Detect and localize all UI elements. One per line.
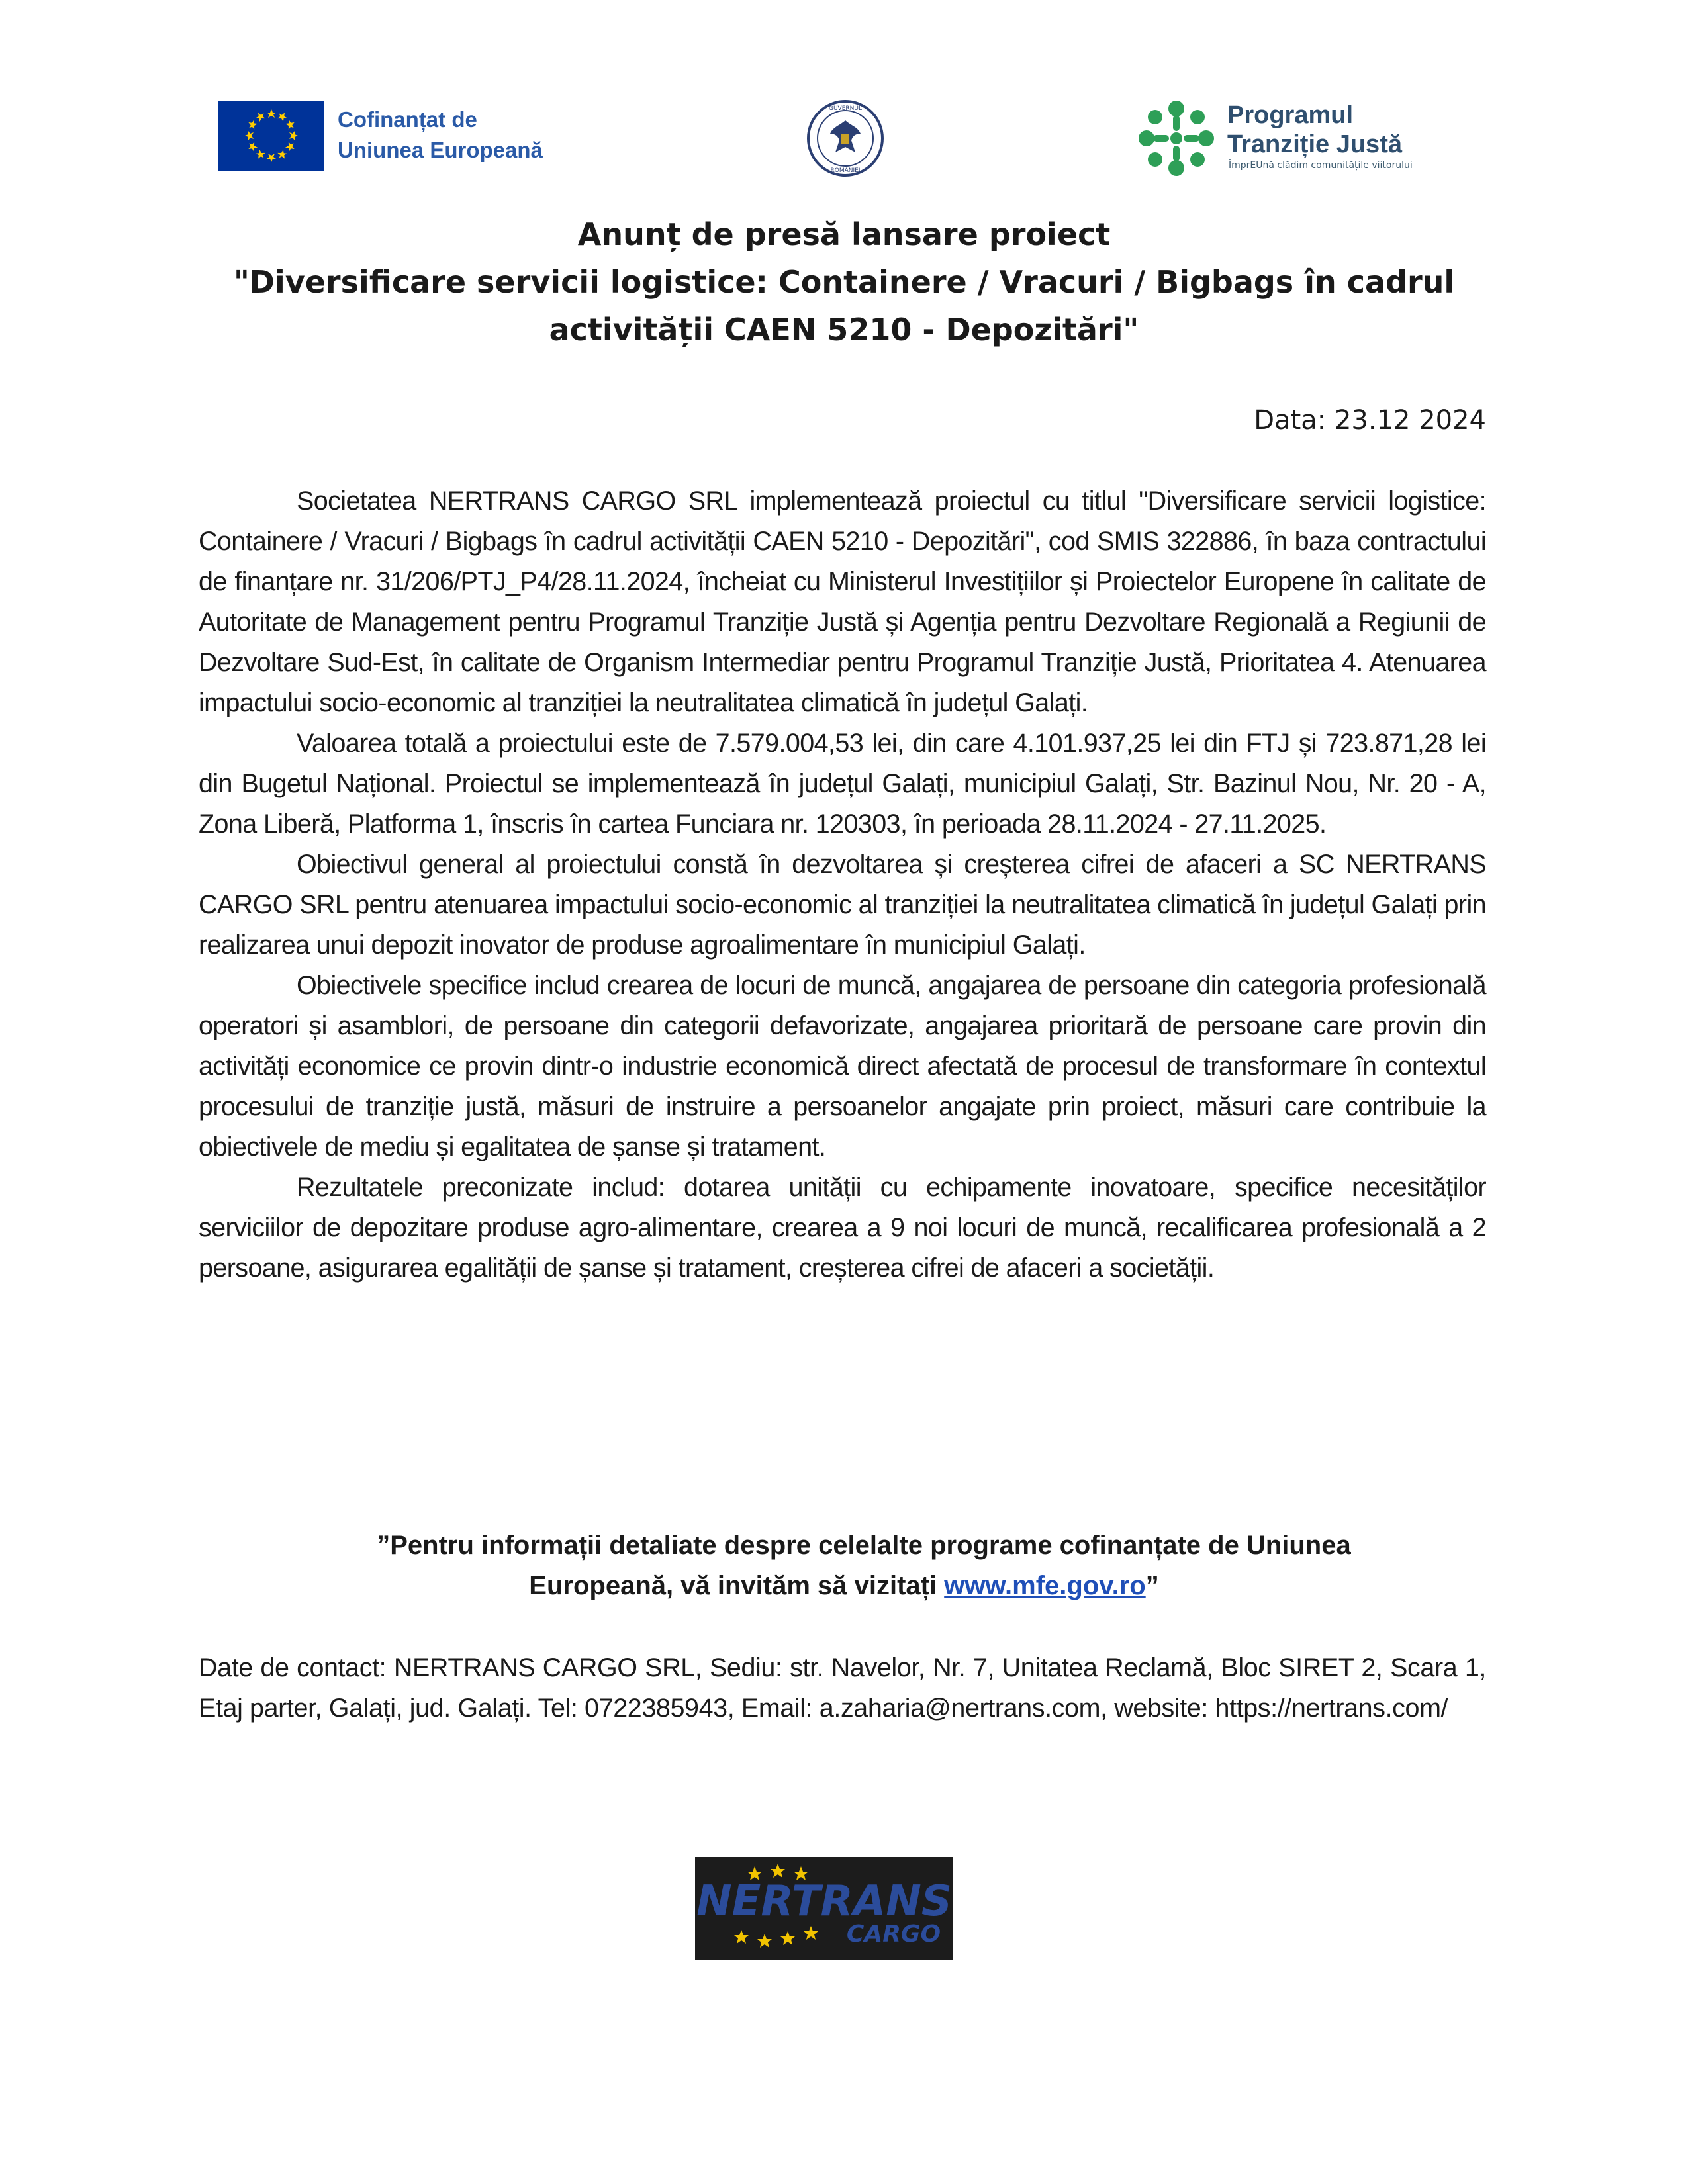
paragraph-project-intro: Societatea NERTRANS CARGO SRL implementează proiectul cu titlul "Diversificare servicii logistice: Containere / Vracuri / Bigbags în cadrul activității CAEN 5210 - Depozitări", cod SMIS 322886, în baza contractului de finanțare nr. 31/206/PTJ_P4/28.11.2024, încheiat cu Ministerul Investițiilor și Proiectelor Europene în calitate de Autoritate de Management pentru Programul Tranziție Justă și Agenția pentru Dezvoltare Regională a Regiunii de Dezvoltare Sud-Est, în calitate de Organism Intermediar pentru Programul Tranziție Justă, Prioritatea 4. Atenuarea impactului socio-economic al tranziției la neutralitatea climatică în județul Galați. bbox=[199, 486, 1486, 717]
ptj-flower-icon bbox=[1133, 95, 1219, 181]
quote-line-2-prefix: Europeană, vă invităm să vizitați bbox=[529, 1571, 945, 1600]
eu-logo-line2: Uniunea Europeană bbox=[338, 138, 543, 162]
quote-line-1: ”Pentru informații detaliate despre celelalte programe cofinanțate de Uniunea bbox=[377, 1531, 1351, 1560]
paragraph-specific-objectives: Obiectivele specifice includ crearea de locuri de muncă, angajarea de persoane din categoria profesională operatori și asamblori, de persoane din categorii defavorizate, angajarea prioritară de persoane care provin din activități economice ce provin dintr-o industrie economică direct afectată de procesul de transformare în contextul procesului de tranziție justă, măsuri de instruire a persoanelor angajate prin proiect, măsuri care contribuie la obiectivele de mediu și egalitatea de șanse și tratament. bbox=[199, 971, 1486, 1161]
svg-text:GUVERNUL: GUVERNUL bbox=[829, 105, 862, 112]
ptj-logo-title bbox=[1227, 101, 1402, 159]
eu-logo-text bbox=[338, 105, 543, 165]
paragraph-general-objective: Obiectivul general al proiectului constă în dezvoltarea și creșterea cifrei de afaceri a SC NERTRANS CARGO SRL pentru atenuarea impactului socio-economic al tranziției la neutralitatea climatică în județul Galați prin realizarea unui depozit inovator de produse agroalimentare în municipiul Galați. bbox=[199, 850, 1486, 960]
cargo-logo-word: CARGO bbox=[846, 1921, 941, 1948]
title-line-2: "Diversificare servicii logistice: Containere / Vracuri / Bigbags în cadrul bbox=[233, 264, 1455, 300]
paragraph-expected-results: Rezultatele preconizate includ: dotarea unității cu echipamente inovatoare, specifice necesităților serviciilor de depozitare produse agro-alimentare, crearea a 9 noi locuri de muncă, recalificarea profesională a 2 persoane, asigurarea egalității de șanse și tratament, creșterea cifrei de afaceri a societății. bbox=[199, 1173, 1486, 1283]
quote-line-2 bbox=[199, 1566, 1489, 1606]
ptj-logo-line1: Programul bbox=[1227, 101, 1354, 129]
release-date: Data: 23.12 2024 bbox=[1254, 405, 1486, 435]
nertrans-stars-icon bbox=[695, 1857, 953, 1960]
mfe-website-link[interactable]: www.mfe.gov.ro bbox=[944, 1571, 1146, 1600]
nertrans-logo-word: NERTRANS bbox=[696, 1877, 952, 1926]
paragraph-project-value: Valoarea totală a proiectului este de 7.579.004,53 lei, din care 4.101.937,25 lei din FTJ și 723.871,28 lei din Bugetul Național. Proiectul se implementează în județul Galați, municipiul Galați, Str. Bazinul Nou, Nr. 20 - A, Zona Liberă, Platforma 1, înscris în cartea Funciara nr. 120303, în perioada 28.11.2024 - 27.11.2025. bbox=[199, 729, 1486, 839]
romanian-coat-of-arms-icon bbox=[806, 99, 884, 177]
quote-line-2-suffix: ” bbox=[1145, 1571, 1159, 1600]
title-line-1: Anunț de presă lansare proiect bbox=[577, 216, 1111, 252]
ptj-logo-line2: Tranziție Justă bbox=[1227, 130, 1402, 158]
svg-text:ROMÂNIEI: ROMÂNIEI bbox=[830, 167, 861, 174]
government-of-romania-logo bbox=[806, 99, 884, 177]
ptj-logo-tagline: ÎmprEUnă clădim comunitățile viitorului bbox=[1229, 160, 1413, 171]
press-release-title bbox=[199, 210, 1489, 353]
eu-cofinanced-logo bbox=[218, 101, 563, 172]
programul-tranzitie-justa-logo bbox=[1133, 95, 1477, 181]
eu-flag-icon bbox=[218, 101, 324, 171]
contact-details: Date de contact: NERTRANS CARGO SRL, Sediu: str. Navelor, Nr. 7, Unitatea Reclamă, Bloc SIRET 2, Scara 1, Etaj parter, Galați, jud. Galați. Tel: 0722385943, Email: a.zaharia@nertrans.com, website: https://nertrans.com/ bbox=[199, 1653, 1486, 1723]
eu-logo-line1: Cofinanțat de bbox=[338, 107, 477, 132]
nertrans-cargo-logo bbox=[695, 1857, 953, 1960]
title-line-3: activității CAEN 5210 - Depozitări" bbox=[549, 312, 1139, 347]
press-release-body bbox=[199, 481, 1486, 1289]
info-quote bbox=[199, 1525, 1489, 1606]
